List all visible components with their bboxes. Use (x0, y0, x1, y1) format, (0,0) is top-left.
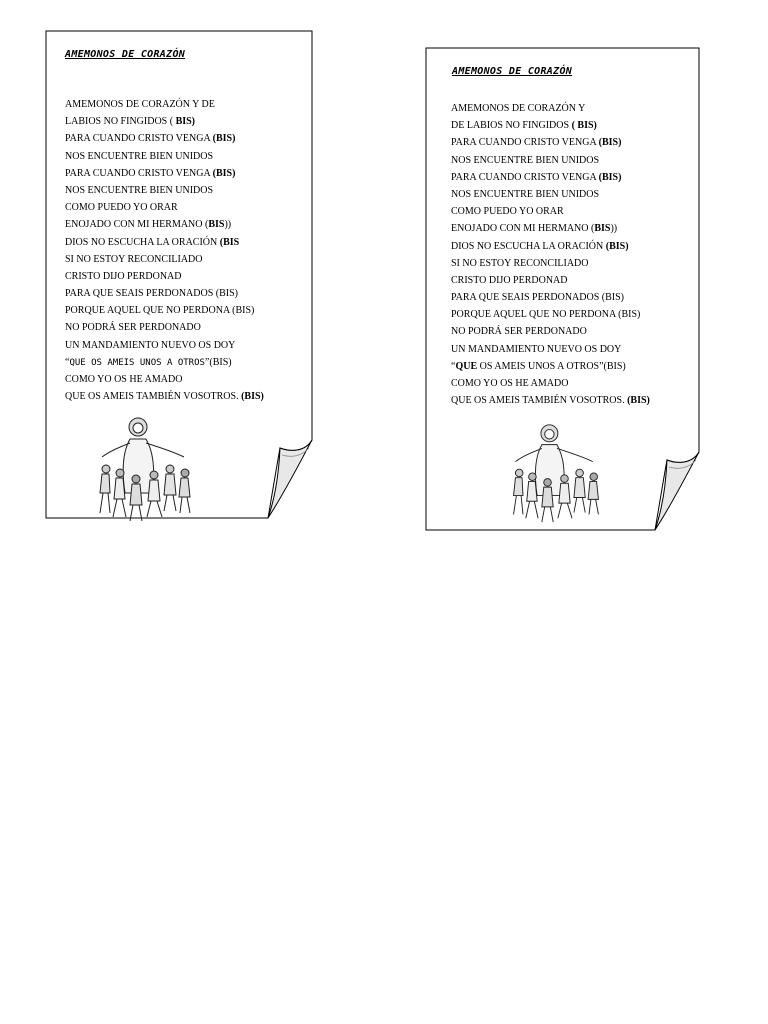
mono-phrase: QUE OS AMEIS UNOS A OTROS (69, 357, 205, 368)
bold-marker: BIS (208, 219, 225, 231)
bold-marker: (BIS) (598, 137, 622, 149)
bold-marker: QUE (455, 360, 478, 372)
jesus-with-children-icon (506, 417, 606, 527)
lyric-text: NOS ENCUENTRE BIEN UNIDOS (451, 154, 600, 166)
lyric-line (451, 134, 650, 151)
lyric-text: DE LABIOS NO FINGIDOS (451, 120, 572, 132)
lyric-text: SI NO ESTOY RECONCILIADO (65, 253, 203, 265)
lyric-line (451, 220, 650, 237)
lyric-text: PARA QUE SEAIS PERDONADOS (BIS) (65, 288, 238, 300)
lyric-text: ENOJADO CON MI HERMANO ( (65, 219, 209, 231)
lyric-line (451, 306, 650, 323)
bold-marker: (BIS) (627, 395, 650, 407)
lyric-text: QUE OS AMEIS TAMBIÉN VOSOTROS. (65, 391, 242, 403)
lyric-line (451, 100, 650, 117)
bold-marker: (BIS) (605, 240, 629, 252)
lyric-text: OS AMEIS UNOS A OTROS”(BIS) (477, 360, 626, 372)
lyric-text: UN MANDAMIENTO NUEVO OS DOY (65, 339, 236, 351)
lyric-text: COMO PUEDO YO ORAR (451, 206, 564, 218)
lyric-text: PORQUE AQUEL QUE NO PERDONA (BIS) (65, 305, 255, 317)
lyric-line (451, 289, 650, 306)
lyric-text: PARA CUANDO CRISTO VENGA (451, 171, 599, 183)
lyric-text: NOS ENCUENTRE BIEN UNIDOS (451, 188, 600, 200)
lyric-text: CRISTO DIJO PERDONAD (451, 274, 568, 286)
bold-marker: (BIS (219, 236, 240, 248)
lyric-text: SI NO ESTOY RECONCILIADO (451, 257, 589, 269)
lyric-text: PARA QUE SEAIS PERDONADOS (BIS) (451, 292, 624, 304)
lyric-line (451, 255, 650, 272)
bold-marker: BIS) (175, 116, 196, 128)
lyric-text: PORQUE AQUEL QUE NO PERDONA (BIS) (451, 309, 641, 321)
lyric-text: DIOS NO ESCUCHA LA ORACIÓN (65, 236, 220, 248)
lyric-text: )) (610, 223, 618, 235)
lyric-text: CRISTO DIJO PERDONAD (65, 270, 182, 282)
bold-marker: ( BIS) (571, 120, 597, 132)
lyric-line (451, 375, 650, 392)
lyric-text: AMEMONOS DE CORAZÓN Y DE (65, 99, 215, 110)
lyric-line (451, 117, 650, 134)
lyric-text: QUE OS AMEIS TAMBIÉN VOSOTROS. (451, 395, 628, 407)
lyric-text: ENOJADO CON MI HERMANO ( (451, 223, 595, 235)
lyric-text: “ (451, 360, 456, 372)
lyric-text: PARA CUANDO CRISTO VENGA (451, 137, 599, 149)
lyric-text: LABIOS NO FINGIDOS ( (65, 116, 176, 128)
lyric-text: NOS ENCUENTRE BIEN UNIDOS (65, 184, 214, 196)
bold-marker: (BIS) (241, 391, 264, 403)
lyric-line (451, 358, 650, 375)
lyric-text: ”(BIS) (204, 356, 232, 368)
lyric-line (451, 392, 650, 409)
lyric-text: “ (65, 356, 70, 368)
lyric-line (451, 341, 650, 358)
song-title: AMEMONOS DE CORAZÓN (452, 66, 573, 77)
lyrics (451, 100, 650, 409)
lyric-line (451, 203, 650, 220)
lyric-line (451, 272, 650, 289)
lyric-text: COMO YO OS HE AMADO (65, 374, 183, 385)
lyric-text: AMEMONOS DE CORAZÓN Y (451, 103, 586, 114)
lyric-line (451, 169, 650, 186)
lyric-text: COMO YO OS HE AMADO (451, 378, 569, 389)
lyric-text: NOS ENCUENTRE BIEN UNIDOS (65, 150, 214, 162)
lyric-text: NO PODRÁ SER PERDONADO (451, 326, 587, 338)
lyric-text: UN MANDAMIENTO NUEVO OS DOY (451, 343, 622, 355)
lyric-line (451, 186, 650, 203)
lyric-line (451, 152, 650, 169)
lyric-text: PARA CUANDO CRISTO VENGA (65, 133, 213, 145)
lyric-text: PARA CUANDO CRISTO VENGA (65, 167, 213, 179)
lyric-text: )) (224, 219, 232, 231)
song-title: AMEMONOS DE CORAZÓN (65, 49, 186, 60)
bold-marker: (BIS) (212, 133, 236, 145)
bold-marker: BIS (594, 223, 611, 235)
lyric-text: DIOS NO ESCUCHA LA ORACIÓN (451, 240, 606, 252)
lyric-line (451, 238, 650, 255)
lyric-line (451, 323, 650, 340)
lyric-text: NO PODRÁ SER PERDONADO (65, 322, 201, 334)
bold-marker: (BIS) (212, 167, 236, 179)
lyric-text: COMO PUEDO YO ORAR (65, 202, 178, 214)
bold-marker: (BIS) (598, 171, 622, 183)
